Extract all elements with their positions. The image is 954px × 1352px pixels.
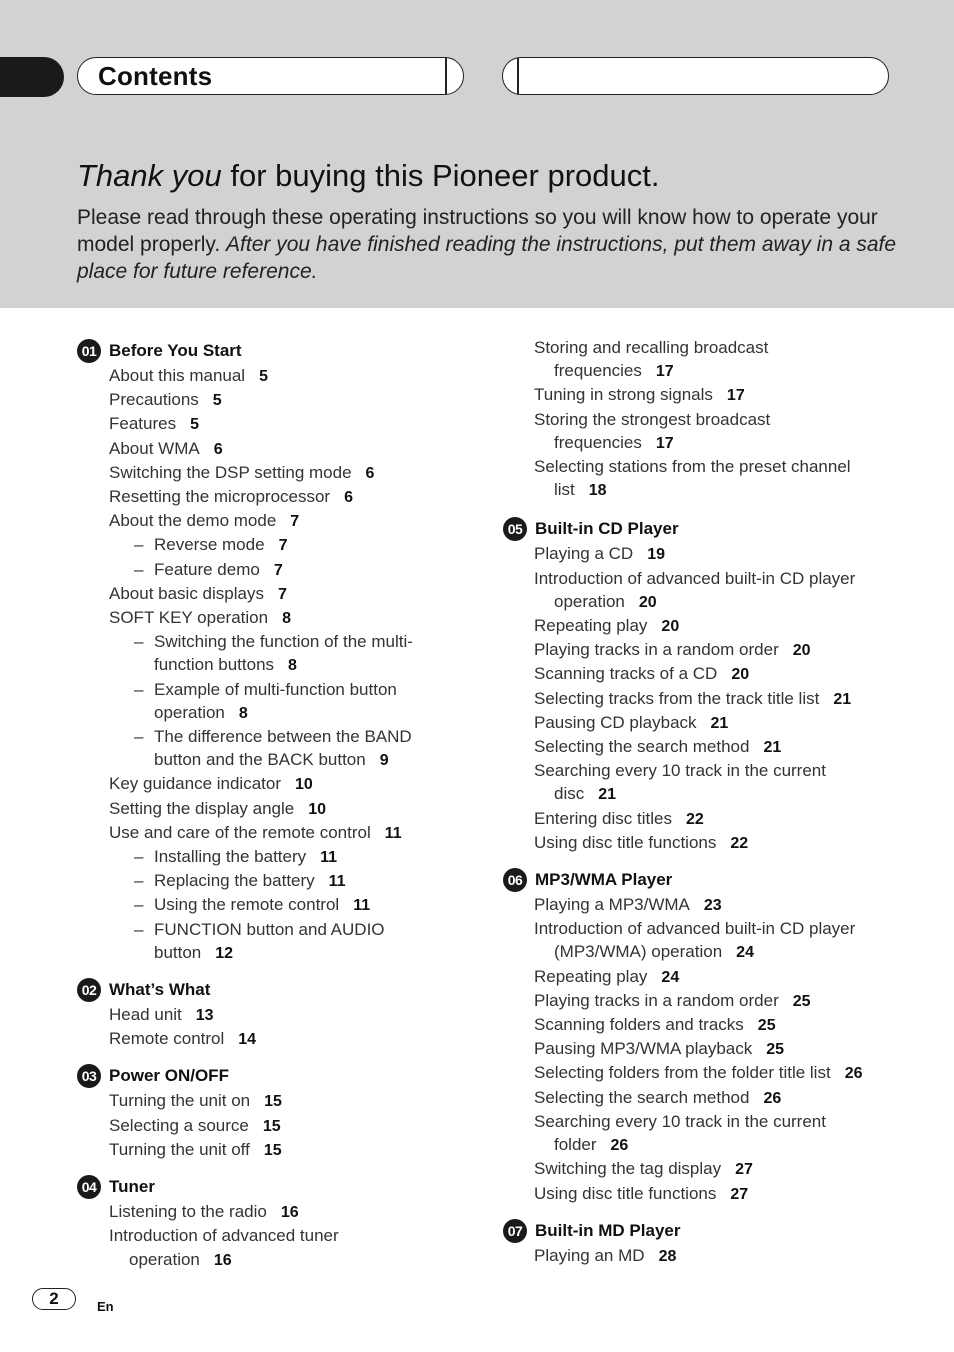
- toc-entry[interactable]: Repeating play 24: [534, 966, 680, 986]
- section-title: What’s What: [109, 980, 211, 1000]
- toc-entry[interactable]: Use and care of the remote control 11: [109, 822, 402, 842]
- toc-subentry[interactable]: – Switching the function of the multi-function buttons 8: [134, 632, 413, 675]
- toc-entry[interactable]: Resetting the microprocessor 6: [109, 487, 353, 507]
- toc-left-column: [77, 338, 477, 1284]
- toc-entry[interactable]: About this manual 5: [109, 366, 268, 385]
- toc-entry[interactable]: Searching every 10 track in the current disc 21: [534, 761, 826, 804]
- toc-entry[interactable]: Selecting folders from the folder title list 26: [534, 1063, 863, 1083]
- toc-entry[interactable]: About WMA 6: [109, 438, 223, 458]
- section-title: Built-in MD Player: [535, 1220, 681, 1240]
- toc-entry[interactable]: Features 5: [109, 414, 199, 434]
- toc-section-01: [77, 338, 477, 965]
- toc-entry[interactable]: Scanning folders and tracks 25: [534, 1015, 776, 1035]
- language-label: En: [97, 1299, 114, 1314]
- toc-section-06: [503, 867, 923, 1206]
- toc-entry[interactable]: Using disc title functions 22: [534, 832, 749, 852]
- contents-tab: [77, 57, 464, 95]
- tab-divider: [445, 58, 447, 94]
- toc-entry[interactable]: About basic displays 7: [109, 583, 287, 603]
- page-headline: [77, 158, 937, 194]
- toc-right-column: [503, 336, 923, 1280]
- section-number-badge: 06: [503, 868, 527, 892]
- intro-paragraph: [77, 204, 907, 285]
- toc-entry[interactable]: Playing tracks in a random order 25: [534, 990, 811, 1010]
- toc-entry[interactable]: Switching the tag display 27: [534, 1159, 753, 1179]
- toc-entry[interactable]: Introduction of advanced built-in CD player operation 20: [534, 568, 856, 611]
- headline-rest: for buying this Pioneer product.: [221, 158, 660, 193]
- toc-subentry[interactable]: – Replacing the battery 11: [134, 871, 346, 891]
- toc-entry[interactable]: Introduction of advanced tuner operation 16: [109, 1226, 339, 1269]
- headline-italic: Thank you: [77, 158, 222, 193]
- toc-section-04: [77, 1174, 477, 1272]
- toc-entry[interactable]: Switching the DSP setting mode 6: [109, 462, 375, 482]
- toc-entry[interactable]: Turning the unit off 15: [109, 1139, 282, 1159]
- toc-entry[interactable]: Storing the strongest broadcast frequencies 17: [534, 409, 771, 452]
- toc-entry[interactable]: Precautions 5: [109, 390, 222, 410]
- section-number-badge: 02: [77, 978, 101, 1002]
- contents-title: Contents: [98, 61, 213, 91]
- toc-section-02: [77, 977, 477, 1051]
- section-number-badge: 07: [503, 1219, 527, 1243]
- section-tab-marker: [0, 57, 64, 97]
- page-number: 2: [32, 1288, 76, 1310]
- toc-entry[interactable]: Introduction of advanced built-in CD player (MP3/WMA) operation 24: [534, 919, 856, 962]
- toc-subentry[interactable]: – Example of multi-function button operation 8: [134, 679, 397, 722]
- section-title: Built-in CD Player: [535, 519, 679, 539]
- toc-entry[interactable]: Listening to the radio 16: [109, 1202, 299, 1222]
- section-title: Tuner: [109, 1177, 155, 1197]
- toc-entry[interactable]: Selecting tracks from the track title list 21: [534, 688, 852, 708]
- toc-entry[interactable]: About the demo mode 7: [109, 511, 300, 531]
- section-number-badge: 03: [77, 1064, 101, 1088]
- toc-entry[interactable]: Playing an MD 28: [534, 1245, 677, 1265]
- toc-entry[interactable]: Pausing CD playback 21: [534, 712, 729, 732]
- toc-entry[interactable]: Selecting the search method 26: [534, 1087, 782, 1107]
- section-title: Power ON/OFF: [109, 1066, 229, 1086]
- section-number-badge: 05: [503, 517, 527, 541]
- toc-subentry[interactable]: – Feature demo 7: [134, 559, 283, 579]
- toc-entry[interactable]: Searching every 10 track in the current folder 26: [534, 1111, 826, 1155]
- toc-entry[interactable]: Playing tracks in a random order 20: [534, 640, 811, 660]
- toc-subentry[interactable]: – The difference between the BAND button and the BACK button 9: [134, 727, 412, 770]
- toc-subentry[interactable]: – FUNCTION button and AUDIO button 12: [134, 919, 385, 962]
- toc-entry[interactable]: Key guidance indicator 10: [109, 774, 313, 794]
- toc-entry[interactable]: Storing and recalling broadcast frequencies 17: [534, 338, 769, 381]
- toc-subentry[interactable]: – Installing the battery 11: [134, 847, 338, 867]
- toc-section-05: [503, 516, 923, 855]
- toc-entry[interactable]: Playing a MP3/WMA 23: [534, 895, 722, 915]
- toc-entry[interactable]: Setting the display angle 10: [109, 798, 327, 818]
- toc-entry[interactable]: Selecting a source 15: [109, 1115, 281, 1135]
- toc-entry[interactable]: Entering disc titles 22: [534, 808, 704, 828]
- intro-plain: Please read through these operating instructions so you will know how to operate your model properly.: [77, 206, 878, 256]
- section-number-badge: 01: [77, 339, 101, 363]
- toc-entry[interactable]: Using disc title functions 27: [534, 1183, 749, 1203]
- intro-italic: After you have finished reading the instructions, put them away in a safe place for future reference.: [77, 233, 897, 283]
- toc-subentry[interactable]: – Using the remote control 11: [134, 895, 371, 915]
- toc-entry[interactable]: Repeating play 20: [534, 616, 680, 636]
- toc-section-07: [503, 1218, 923, 1268]
- toc-entry[interactable]: Turning the unit on 15: [109, 1091, 282, 1111]
- toc-entry[interactable]: Head unit 13: [109, 1005, 214, 1025]
- toc-subentry[interactable]: – Reverse mode 7: [134, 535, 288, 555]
- toc-entry[interactable]: Tuning in strong signals 17: [534, 385, 745, 405]
- blank-tab: [502, 57, 889, 95]
- section-number-badge: 04: [77, 1175, 101, 1199]
- toc-section-04-continued: [503, 336, 923, 502]
- section-title: Before You Start: [109, 341, 242, 360]
- toc-section-03: [77, 1063, 477, 1162]
- tab-divider: [517, 58, 519, 94]
- toc-entry[interactable]: Scanning tracks of a CD 20: [534, 664, 750, 684]
- toc-entry[interactable]: Selecting stations from the preset channel list 18: [534, 457, 851, 500]
- toc-entry[interactable]: Selecting the search method 21: [534, 737, 782, 757]
- section-title: MP3/WMA Player: [535, 870, 673, 890]
- toc-entry[interactable]: Remote control 14: [109, 1029, 257, 1049]
- toc-entry[interactable]: Pausing MP3/WMA playback 25: [534, 1039, 785, 1059]
- toc-entry[interactable]: SOFT KEY operation 8: [109, 608, 291, 628]
- toc-entry[interactable]: Playing a CD 19: [534, 544, 666, 564]
